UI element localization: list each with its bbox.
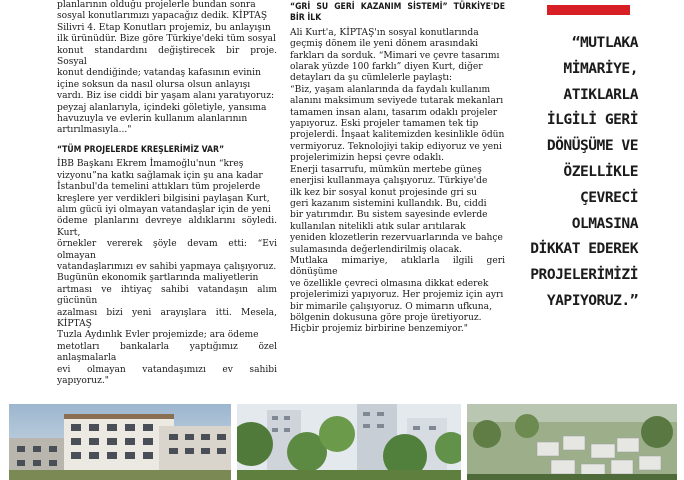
pull-quote-line: ATIKLARLA — [563, 85, 638, 103]
text-line: ilk ürünüdür. Bize göre Türkiye'deki tüm sosyal — [57, 34, 276, 45]
text-line: alanını maksimum seviyede tutarak mekanları — [290, 96, 504, 107]
column-2-body — [290, 28, 505, 336]
accent-bar — [547, 5, 630, 15]
text-line: Enerji tasarrufu, mümkün mertebe güneş — [290, 164, 482, 175]
pull-quote-line: İLGİLİ GERİ — [546, 111, 638, 129]
text-line: ve özellikle çevreci olmasına dikkat ederek — [290, 278, 489, 289]
pull-quote-line: “MUTLAKA — [571, 34, 638, 51]
text-line: Tuzla Aydınlık Evler projemizde; ara ödeme — [57, 330, 259, 341]
text-line: sulamasında değerlendirilmiş olacak. — [290, 244, 463, 255]
text-line: alım gücü iyi olmayan vatandaşlar için de yeni — [57, 204, 271, 215]
text-line: enerjisi kullanmaya çalışıyoruz. Türkiye'de — [290, 176, 488, 187]
text-line: olarak yüzde 100 farklı” diyen Kurt, diğer — [290, 62, 483, 73]
pull-quote-line: PROJELERİMİZİ — [530, 266, 638, 284]
pull-quote-line: ÖZELLİKLE — [563, 162, 638, 180]
text-line: Silivri 4. Etap Konutları projemiz, bu anlayışın — [57, 22, 271, 33]
text-line: artması ve ihtiyaç sahibi vatandaşın alım gücünün — [57, 284, 277, 307]
pull-quote-line: YAPIYORUZ.” — [546, 291, 638, 309]
text-line: havuzuyla ve evlerin kullanım alanlarının — [57, 114, 248, 125]
photo-green-complex — [237, 404, 461, 480]
photo-aerial-housing — [467, 404, 677, 480]
text-line: evi olmayan vatandaşımızı ev sahibi yapıyoruz." — [57, 364, 277, 386]
text-line: ilk kez bir sosyal konut projesinde gri su — [290, 187, 478, 198]
text-line: bölgenin dokusuna göre proje üretiyoruz. — [290, 312, 482, 323]
text-line: artırılmasıyla..." — [57, 125, 132, 136]
text-line: İBB Başkanı Ekrem İmamoğlu'nun “kreş — [57, 159, 244, 170]
text-line: detayları da şu cümlelerle paylaştı: — [290, 73, 453, 84]
column-1-body — [57, 159, 277, 387]
photo-apartment-blocks — [9, 404, 231, 480]
text-line: bir mimarile çalışıyoruz. O mimarın ufkuna, — [290, 301, 492, 312]
text-line: vizyonu”na katkı sağlamak için şu ana kadar — [57, 170, 263, 181]
text-line: vatandaşlarımızı ev sahibi yapmaya çalışıyoruz. — [57, 261, 277, 272]
text-line: peyzaj alanlarıyla, içindeki göletiyle, yansıma — [57, 102, 267, 113]
pull-quote-line: ÇEVRECİ — [579, 188, 638, 206]
text-line: geri kazanım sistemini kullandık. Bu, ciddi — [290, 198, 487, 209]
text-line: projelerdi. İnşaat kalitemizden kesinlikle ödün — [290, 130, 505, 141]
text-line: yapıyoruz. Eski projeler tamamen tek tip — [290, 119, 479, 130]
pull-quote-line: DİKKAT EDEREK — [530, 240, 638, 258]
text-line: kullanılan nitelikli atık sular arıtılarak — [290, 221, 466, 232]
pull-quote-line: DÖNÜŞÜME VE — [546, 137, 638, 155]
text-line: Ali Kurt'a, KİPTAŞ'ın sosyal konutlarında — [290, 27, 479, 38]
text-line: Mutlaka mimariye, atıklarla ilgili geri dönüşüme — [290, 255, 505, 278]
text-line: vermiyoruz. Teknolojiyi takip ediyoruz ve yeni — [290, 141, 502, 152]
text-line: konut dendiğinde; vatandaş kafasının evinin — [57, 68, 261, 79]
text-line: projelerimizin hepsi çevre odaklı. — [290, 153, 445, 164]
text-line: Bugünün ekonomik şartlarında maliyetlerin — [57, 273, 259, 284]
text-line: kreşlere yer verdikleri bilgisini paylaşan Kurt, — [57, 193, 270, 204]
text-line: konut standardını değiştirecek bir proje. Sosyal — [57, 45, 277, 68]
article-column-2 — [290, 0, 505, 336]
text-line: farkları da sorduk. “Mimari ve çevre tasarımı — [290, 50, 500, 61]
photo-strip — [0, 404, 684, 480]
text-line: azalması bizi yeni arayışlara itti. Mesela, KİPTAŞ — [57, 307, 277, 329]
subheading-gri-su — [290, 2, 505, 25]
text-line: projelerimizi yapıyoruz. Her projemiz için ayrı — [290, 290, 504, 301]
pull-quote-line: MİMARİYE, — [563, 59, 638, 77]
text-line: Hiçbir projemiz birbirine benzemiyor." — [290, 324, 468, 335]
pull-quote-line: OLMASINA — [571, 214, 638, 232]
subheading-line: “GRİ SU GERİ KAZANIM SİSTEMİ” TÜRKİYE'DE BİR İLK — [290, 2, 505, 24]
text-line: tamamen insan alanı, tasarım odaklı projeler — [290, 107, 498, 118]
column-1-intro — [57, 0, 277, 137]
text-line: planlarının olduğu projelerle bundan sonra — [57, 0, 256, 10]
subheading-kres: “TÜM PROJELERDE KREŞLERİMİZ VAR” — [57, 144, 225, 155]
text-line: geçmiş dönem ile yeni dönem arasındaki — [290, 39, 479, 50]
text-line: bir yatırımdır. Bu sistem sayesinde evlerde — [290, 210, 488, 221]
text-line: vardı. Biz ise ciddi bir yaşam alanı yaratıyoruz: — [57, 91, 275, 102]
article-column-1 — [57, 0, 277, 387]
pull-quote — [518, 30, 638, 314]
text-line: yeniden klozetlerin rezervuarlarında ve bahçe — [290, 233, 503, 244]
text-line: içine soksun da nasıl olursa olsun anlayışı — [57, 79, 251, 90]
text-line: “Biz, yaşam alanlarında da faydalı kullanım — [290, 84, 491, 95]
text-line: örnekler vererek şöyle devam etti: “Evi olmayan — [57, 239, 277, 261]
text-line: sosyal konutlarımızı yapacağız dedik. KİPTAŞ — [57, 11, 268, 22]
text-line: ödeme planlarını devreye aldıklarını söyledi. Kurt, — [57, 216, 277, 238]
text-line: İstanbul'da temelini attıkları tüm projelerde — [57, 182, 261, 193]
text-line: metotları bankalarla yaptığımız özel anlaşmalarla — [57, 341, 277, 364]
